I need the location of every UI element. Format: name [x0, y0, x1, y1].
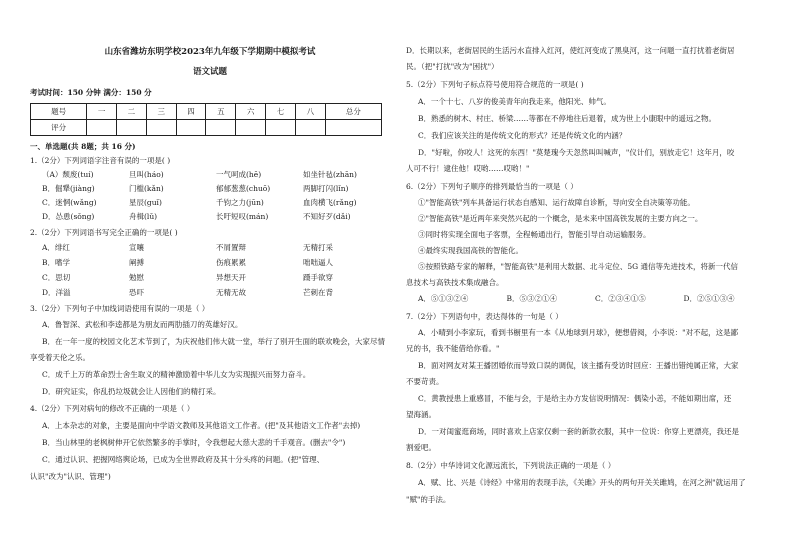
- q1-option: 如坐针毡(zhān): [303, 170, 357, 179]
- question-stem: 4.（2分）下列对病句的修改不正确的一项是（ ）: [30, 404, 195, 413]
- q1-option: B．倔犟(jiàng): [42, 184, 95, 193]
- q1-option: 两脚打闪(lǐn): [303, 184, 349, 193]
- question-stem: 2.（2分）下列词语书写完全正确的一项是( ): [30, 228, 178, 237]
- q8-option-a-cont: "赋"的手法。: [406, 495, 451, 504]
- q5-option-a: A．一个十七、八岁的俊美青年向我走来，他阳光、帅气。: [418, 97, 611, 106]
- score-header-cell: 二: [116, 104, 146, 120]
- q1-option-row: [30, 170, 390, 180]
- q3-option-d: D．研究证实，你乱扔垃圾就会让人因他们的精打采。: [42, 387, 221, 396]
- q1-option: 千钧之力(jūn): [216, 198, 264, 207]
- exam-title: 山东省潍坊东明学校2023年九年级下学期期中模拟考试: [104, 47, 316, 57]
- question-stem: 7.（2分）下列语句中，表达得体的一句是（ ）: [406, 312, 563, 321]
- q7-option-c-cont: 望海涵。: [406, 410, 436, 419]
- question-stem: 6.（2分）下列句子顺序的排列最恰当的一项是（ ）: [406, 182, 578, 191]
- q6-sentence: ③同时将实现全面电子客票，全程畅通出行，智能引导自动运输服务。: [418, 230, 651, 239]
- q7-option-d: D．一对闺蜜逛商场，同时喜欢上店家仅剩一套的新款衣服，其中一位说：你穿上更漂亮，我还是: [418, 427, 740, 436]
- q7-option-d-cont: 割爱吧。: [406, 443, 436, 452]
- q2-option: 宣嚷: [129, 243, 144, 252]
- q2-option: C．思切: [42, 273, 71, 282]
- score-cell: [176, 120, 206, 136]
- score-header-cell: 五: [206, 104, 236, 120]
- q6-sentence: ②"智能高铁"是近两年来突然兴起的一个概念，是未来中国高铁发展的主要方向之一。: [418, 214, 703, 223]
- score-row-label: 评分: [31, 120, 87, 136]
- q4-option-d: D．长期以来，老街居民的生活污水直排入红河，使红河变成了黑臭河，这一问题一直打扰着老街居: [406, 46, 735, 55]
- q2-option: 无精无故: [216, 288, 246, 297]
- q2-option: 咄咄逼人: [303, 258, 333, 267]
- q1-option: C．迷惘(wǎng): [42, 198, 97, 207]
- q2-option: 芒刺在背: [303, 288, 333, 297]
- q1-option: 郁郁葱葱(chuō): [216, 184, 271, 193]
- q2-option: 恐吓: [129, 288, 144, 297]
- score-table-header-row: [31, 104, 382, 120]
- q1-option: （A）颓废(tuí): [42, 170, 94, 179]
- q2-option: A．绯红: [42, 243, 70, 252]
- score-header-cell: 七: [266, 104, 296, 120]
- question-stem: 8.（2分）中华诗词文化源远流长，下列说法正确的一项是（ ）: [406, 461, 616, 470]
- score-table: [30, 103, 382, 136]
- q1-option: 一气呵成(hē): [216, 170, 262, 179]
- q2-option-row: [30, 243, 390, 253]
- score-header-cell: 题号: [31, 104, 87, 120]
- q4-option-d-cont: 民。（把"打扰"改为"困扰"）: [406, 62, 499, 71]
- q2-option: 伤痕累累: [216, 258, 246, 267]
- q6-sentence-cont: 息技术与高铁技术集成融合。: [406, 278, 504, 287]
- score-cell: [236, 120, 266, 136]
- q4-option-c: C．通过认识、把握网络舆论场，已成为全世界政府及其十分头疼的问题。(把"管理、: [42, 455, 325, 464]
- q6-option: D．②⑤①③④: [683, 294, 735, 303]
- q6-option: C．②③④①⑤: [595, 294, 646, 303]
- q1-option: 星辰(guǐ): [129, 198, 162, 207]
- q2-option: 不屑置辩: [216, 243, 246, 252]
- q4-option-c-cont: 认识"改为"认识、管理"): [30, 472, 111, 481]
- q6-option-row: [406, 294, 772, 304]
- exam-subtitle: 语文试题: [192, 67, 227, 77]
- q3-option-c: C．成千上万的革命烈士舍生取义的精神激励着中华儿女为实现振兴而努力奋斗。: [42, 370, 311, 379]
- q3-option-b: B．在一年一度的校园文化艺术节到了，为庆祝他们伟大就一堂，举行了别开生面的联欢晚会，大家尽情: [42, 337, 386, 346]
- section-heading: 一、单选题(共 8题；共 16 分): [30, 142, 136, 151]
- question-stem: 1.（2分）下列词语字注音有误的一项是( ): [30, 156, 171, 165]
- question-stem: 5.（2分）下列句子标点符号使用符合规范的一项是( ): [406, 80, 584, 89]
- score-cell: [116, 120, 146, 136]
- score-cell: [146, 120, 176, 136]
- question-stem: 3.（2分）下列句子中加线词语使用有误的一项是（ ）: [30, 304, 210, 313]
- q2-option: 阐搏: [129, 258, 144, 267]
- q7-option-c: C．黄教授患上重感冒，不能与会，于是给主办方发信说明情况：偶染小恙，不能如期出席，还: [418, 394, 732, 403]
- q5-option-d: D．"好啦，你咬人！这死的东西！"莫楚瑰今天忽然叫叫喊声，"仪计们，别放走它！这年月，咬: [418, 148, 735, 157]
- score-cell: [87, 120, 117, 136]
- q3-option-a: A．鲁智深、武松和李逵都是为朋友而两肋插刀的英雄好汉。: [42, 320, 243, 329]
- q7-option-a-cont: 兄的书，我不能借给你看。": [406, 344, 500, 353]
- right-column: [406, 0, 772, 550]
- q1-option: 血肉横飞(rǎng): [303, 198, 357, 207]
- q1-option: 门槛(kǎn): [129, 184, 164, 193]
- q7-option-b: B．面对网友对某王播团婚依而导致口误的调侃，该主播有受访时回应：王播出错纯属正常，大家: [418, 361, 739, 370]
- score-header-cell: 总分: [325, 104, 381, 120]
- q8-option-a: A．赋、比、兴是《诗经》中常用的表现手法，《关雎》开头的两句开关关雎鸠，在河之洲"就运用了: [418, 478, 746, 487]
- score-cell: [206, 120, 236, 136]
- q6-option: B．⑤③②①④: [506, 294, 558, 303]
- score-cell: [325, 120, 381, 136]
- q2-option-row: [30, 288, 390, 298]
- score-table-row: [31, 120, 382, 136]
- q6-sentence: ④最终实现我国高铁的智能化。: [418, 246, 523, 255]
- q2-option: 异想天开: [216, 273, 246, 282]
- q1-option-row: [30, 198, 390, 208]
- score-header-cell: 一: [87, 104, 117, 120]
- q2-option: 蹑手欲穿: [303, 273, 333, 282]
- q1-option: 不知好歹(dǎi): [303, 212, 351, 221]
- q1-option-row: [30, 184, 390, 194]
- q4-option-b: B．当山林里的老枫树伸开它依然繁多的手掌时，令我想起大慈大悲的千手观音。(删去"令"): [42, 438, 346, 447]
- q7-option-b-cont: 不要苛责。: [406, 377, 444, 386]
- q5-option-d-cont: 人可不行！逮住他！哎哟……哎哟！": [406, 164, 530, 173]
- q2-option: D．洋溢: [42, 288, 71, 297]
- score-header-cell: 八: [295, 104, 325, 120]
- score-header-cell: 三: [146, 104, 176, 120]
- score-cell: [295, 120, 325, 136]
- q1-option-row: [30, 212, 390, 222]
- q2-option-row: [30, 273, 390, 283]
- q2-option: 勉慰: [129, 273, 144, 282]
- q1-option: D．怂恿(sǒng): [42, 212, 95, 221]
- q6-sentence: ①"智能高铁"列车具备运行状态自感知、运行故障自诊断，导向安全自决策等功能。: [418, 198, 695, 207]
- left-column: [30, 0, 390, 550]
- q1-option: 舟楫(lǔ): [129, 212, 158, 221]
- q2-option-row: [30, 258, 390, 268]
- q6-option: A．⑤①③②④: [418, 294, 469, 303]
- score-cell: [266, 120, 296, 136]
- score-header-cell: 四: [176, 104, 206, 120]
- q2-option: B．嗜学: [42, 258, 71, 267]
- q3-option-b-cont: 享受着天伦之乐。: [30, 353, 90, 362]
- q2-option: 无精打采: [303, 243, 333, 252]
- q6-sentence: ⑤按照铁路专家的解释，"智能高铁"是利用大数据、北斗定位、5G 通信等先进技术，将新一代信: [418, 262, 739, 271]
- q1-option: 旦叫(háo): [129, 170, 164, 179]
- exam-info: 考试时间：150 分钟 满分：150 分: [30, 88, 152, 97]
- q5-option-b: B．熟悉的树木、村庄、桥梁……等都在不停地往后退着，成为世上小康眼中的遥远之物。: [418, 114, 717, 123]
- q5-option-c: C．我们应该关注的是传统文化的形式？还是传统文化的内涵？: [418, 131, 627, 140]
- score-header-cell: 六: [236, 104, 266, 120]
- q7-option-a: A．小晴到小李家玩，看到书橱里有一本《从地球到月球》，便想借阅，小李说："对不起，这是鄙: [418, 328, 739, 337]
- q4-option-a: A．上本杂志的对象，主要是面向中学语文教师及其他语文工作者。(把"及其他语文工作者"去掉): [42, 421, 361, 430]
- q1-option: 长吁短叹(mán): [216, 212, 269, 221]
